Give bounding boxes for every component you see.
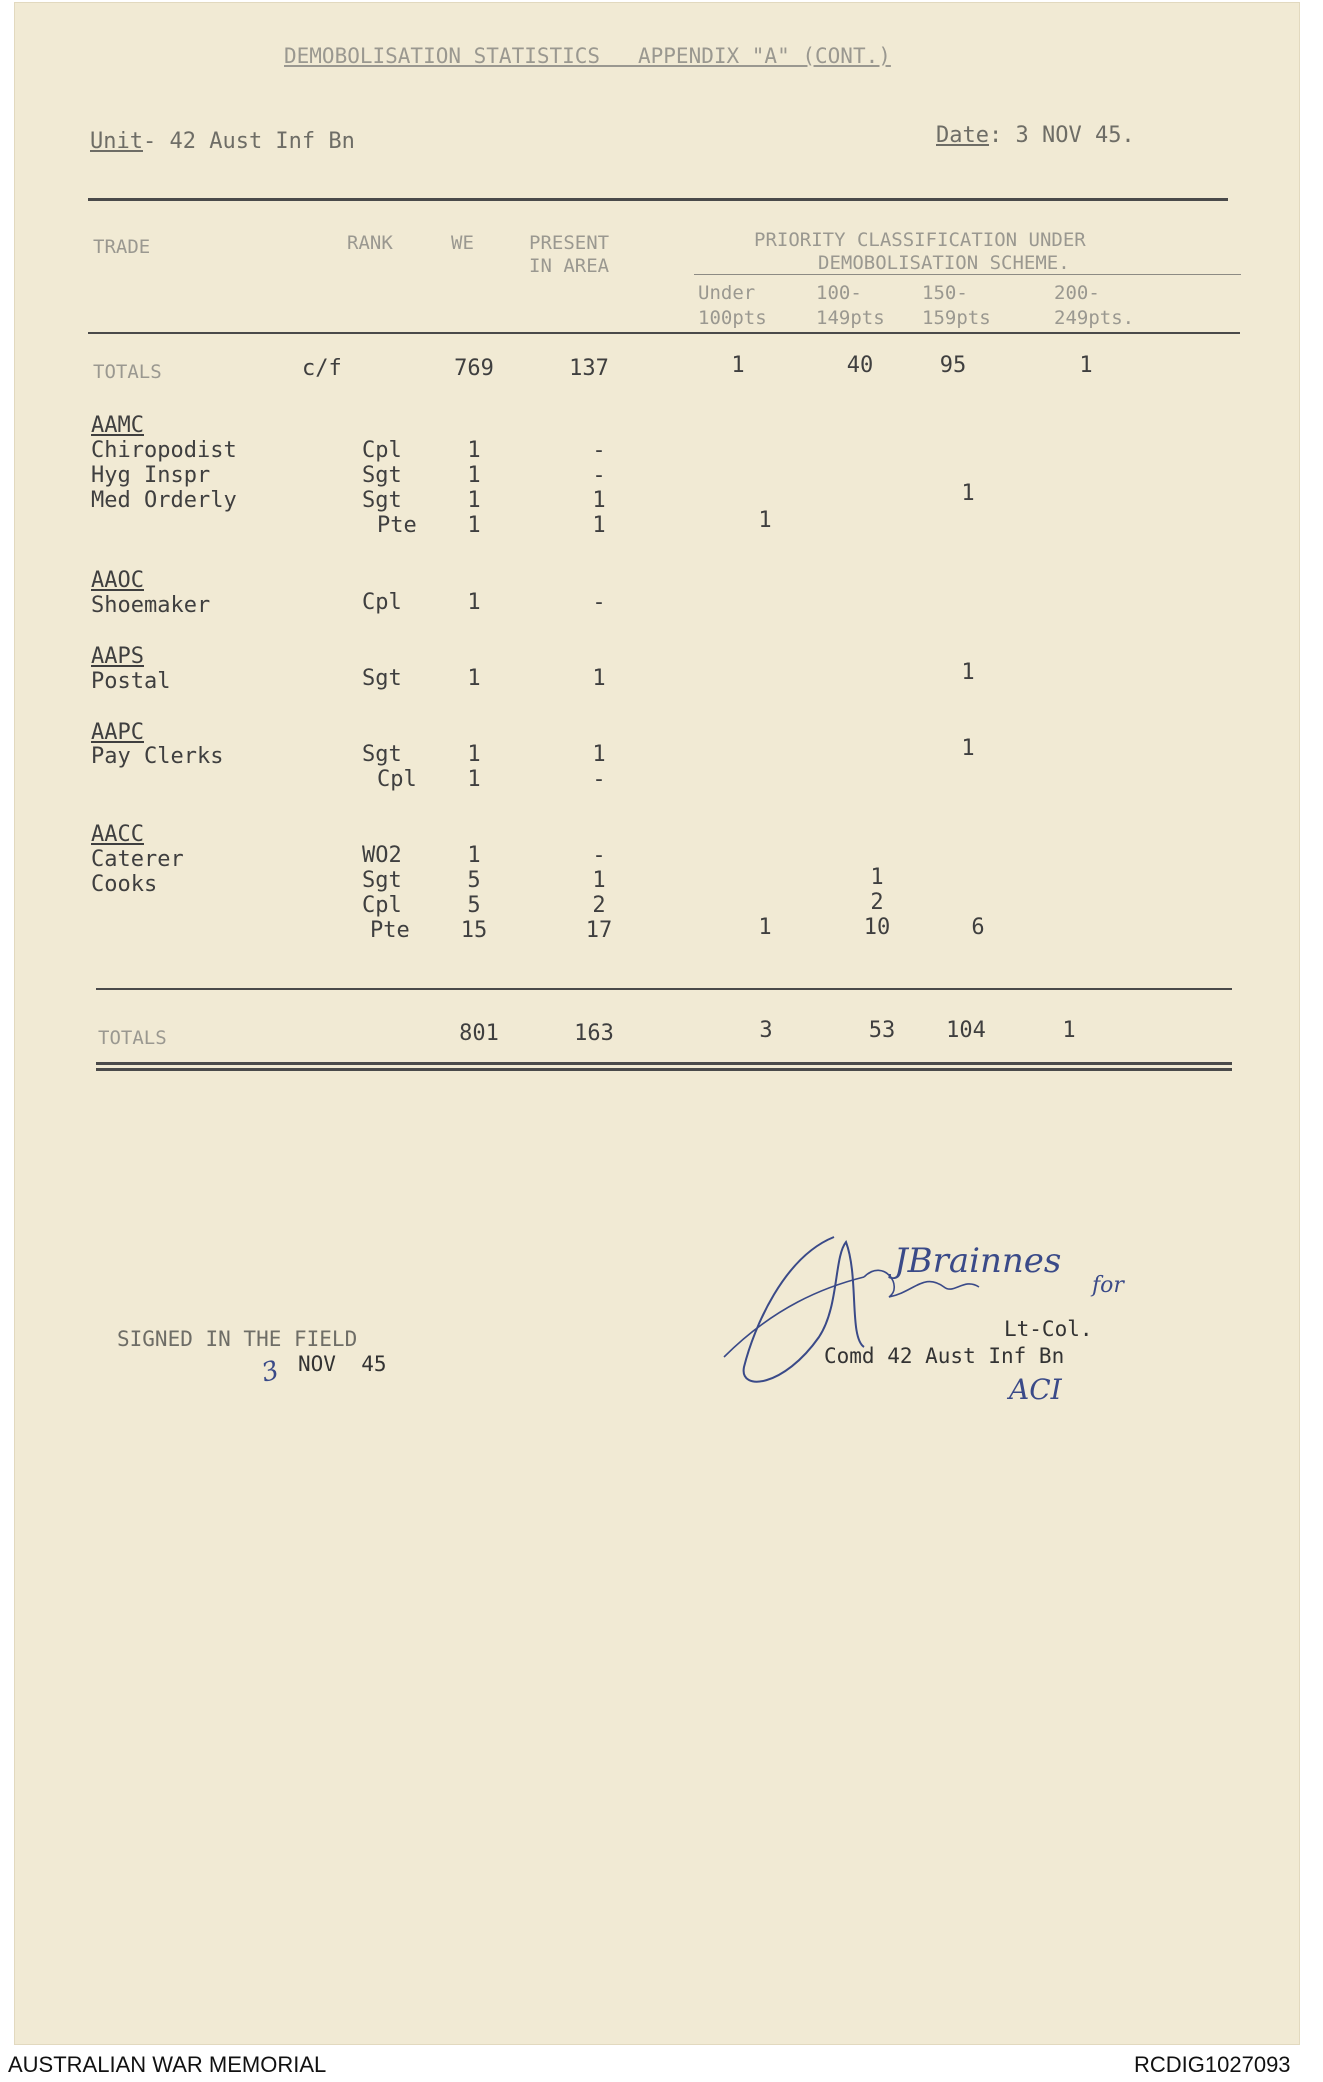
totals-label: TOTALS xyxy=(98,1027,167,1049)
rank-cell: WO2 xyxy=(362,843,402,868)
trade-cell: Caterer xyxy=(91,847,184,872)
totals-we: 801 xyxy=(459,1021,499,1046)
signed-day-handwritten: 3 xyxy=(258,1355,283,1389)
date-line xyxy=(936,124,1135,148)
header-p2-b: 149pts xyxy=(816,307,885,329)
p2-cell: 10 xyxy=(863,915,891,940)
document-title: DEMOBOLISATION STATISTICS APPENDIX "A" (CONT.) xyxy=(284,44,891,68)
present-cell: - xyxy=(592,463,606,488)
totals-cf-we: 769 xyxy=(454,356,494,381)
header-bottom-rule xyxy=(88,332,1240,334)
header-p4-a: 200- xyxy=(1054,282,1100,304)
rank-cell: Sgt xyxy=(362,463,402,488)
totals-p4: 1 xyxy=(1062,1018,1076,1043)
totals-cf-p1: 1 xyxy=(731,353,745,378)
we-cell: 1 xyxy=(467,742,481,767)
totals-cf-p2: 40 xyxy=(846,353,874,378)
group-name: AAOC xyxy=(91,568,144,593)
date-value: : 3 NOV 45. xyxy=(988,123,1135,148)
totals-cf-marker: c/f xyxy=(302,356,342,381)
totals-double-rule-2 xyxy=(96,1068,1232,1071)
rank-cell: Cpl xyxy=(362,590,402,615)
present-cell: 1 xyxy=(592,513,606,538)
header-p2-a: 100- xyxy=(816,282,862,304)
totals-p1: 3 xyxy=(759,1018,773,1043)
footer-archive-name: AUSTRALIAN WAR MEMORIAL xyxy=(8,2052,327,2077)
p3-cell: 1 xyxy=(961,736,975,761)
header-present-2: IN AREA xyxy=(529,255,610,277)
we-cell: 15 xyxy=(460,918,488,943)
we-cell: 5 xyxy=(467,868,481,893)
p1-cell: 1 xyxy=(758,508,772,533)
trade-cell: Med Orderly xyxy=(91,488,237,513)
p1-cell: 1 xyxy=(758,915,772,940)
totals-top-rule xyxy=(96,988,1232,990)
unit-label: Unit xyxy=(90,129,143,154)
totals-double-rule-1 xyxy=(96,1062,1232,1065)
header-priority-1: PRIORITY CLASSIFICATION UNDER xyxy=(754,229,1086,251)
present-cell: - xyxy=(592,843,606,868)
group-name: AACC xyxy=(91,822,144,847)
signature-handwritten-for: for xyxy=(1092,1273,1124,1298)
rank-cell: Pte xyxy=(370,918,410,943)
totals-cf-p4: 1 xyxy=(1079,353,1093,378)
totals-present: 163 xyxy=(574,1021,614,1046)
header-trade: TRADE xyxy=(93,236,151,258)
signed-line-1: SIGNED IN THE FIELD xyxy=(117,1327,358,1351)
trade-cell: Chiropodist xyxy=(91,438,237,463)
footer-record-id: RCDIG1027093 xyxy=(1134,2052,1291,2077)
rank-cell: Sgt xyxy=(362,488,402,513)
we-cell: 1 xyxy=(467,488,481,513)
header-p3-a: 150- xyxy=(922,282,968,304)
totals-cf-present: 137 xyxy=(569,356,609,381)
priority-subrule xyxy=(694,274,1241,275)
we-cell: 1 xyxy=(467,843,481,868)
p3-cell: 6 xyxy=(971,915,985,940)
we-cell: 1 xyxy=(467,767,481,792)
totals-cf-label: TOTALS xyxy=(93,361,162,383)
trade-cell: Postal xyxy=(91,669,171,694)
totals-cf-p3: 95 xyxy=(939,353,967,378)
group-name: AAPC xyxy=(91,720,144,745)
signatory-role: Comd 42 Aust Inf Bn xyxy=(824,1344,1065,1368)
document-sheet xyxy=(14,2,1300,2045)
p2-cell: 1 xyxy=(870,865,884,890)
header-p1-a: Under xyxy=(698,282,756,304)
header-p4-b: 249pts. xyxy=(1054,307,1135,329)
present-cell: 17 xyxy=(585,918,613,943)
signatory-rank: Lt-Col. xyxy=(1004,1317,1093,1341)
we-cell: 1 xyxy=(467,463,481,488)
unit-value: - 42 Aust Inf Bn xyxy=(142,129,355,154)
we-cell: 1 xyxy=(467,438,481,463)
rank-cell: Sgt xyxy=(362,868,402,893)
we-cell: 1 xyxy=(467,590,481,615)
header-present-1: PRESENT xyxy=(529,232,610,254)
we-cell: 1 xyxy=(467,513,481,538)
trade-cell: Hyg Inspr xyxy=(91,463,211,488)
date-label: Date xyxy=(936,123,989,148)
rank-cell: Pte xyxy=(377,513,417,538)
rank-cell: Cpl xyxy=(362,893,402,918)
header-rank: RANK xyxy=(347,232,393,254)
p3-cell: 1 xyxy=(961,481,975,506)
trade-cell: Cooks xyxy=(91,872,158,897)
signature-handwritten-name: JBrainnes xyxy=(894,1241,1062,1281)
header-top-rule xyxy=(88,198,1228,201)
signature-handwritten-aci: ACI xyxy=(1009,1373,1062,1406)
present-cell: 1 xyxy=(592,488,606,513)
we-cell: 5 xyxy=(467,893,481,918)
present-cell: 1 xyxy=(592,666,606,691)
present-cell: 2 xyxy=(592,893,606,918)
totals-p2: 53 xyxy=(868,1018,896,1043)
rank-cell: Sgt xyxy=(362,742,402,767)
rank-cell: Cpl xyxy=(377,767,417,792)
rank-cell: Sgt xyxy=(362,666,402,691)
signed-line-2: NOV 45 xyxy=(298,1352,387,1376)
trade-cell: Pay Clerks xyxy=(91,744,224,769)
present-cell: - xyxy=(592,590,606,615)
totals-p3: 104 xyxy=(946,1018,986,1043)
we-cell: 1 xyxy=(467,666,481,691)
p3-cell: 1 xyxy=(961,660,975,685)
present-cell: - xyxy=(592,767,606,792)
present-cell: 1 xyxy=(592,742,606,767)
header-priority-2: DEMOBOLISATION SCHEME. xyxy=(818,252,1070,274)
header-p3-b: 159pts xyxy=(922,307,991,329)
header-p1-b: 100pts xyxy=(698,307,767,329)
p2-cell: 2 xyxy=(870,890,884,915)
group-name: AAPS xyxy=(91,644,144,669)
present-cell: - xyxy=(592,438,606,463)
rank-cell: Cpl xyxy=(362,438,402,463)
header-we: WE xyxy=(451,232,474,254)
group-name: AAMC xyxy=(91,413,144,438)
unit-line xyxy=(90,130,355,154)
present-cell: 1 xyxy=(592,868,606,893)
trade-cell: Shoemaker xyxy=(91,593,211,618)
